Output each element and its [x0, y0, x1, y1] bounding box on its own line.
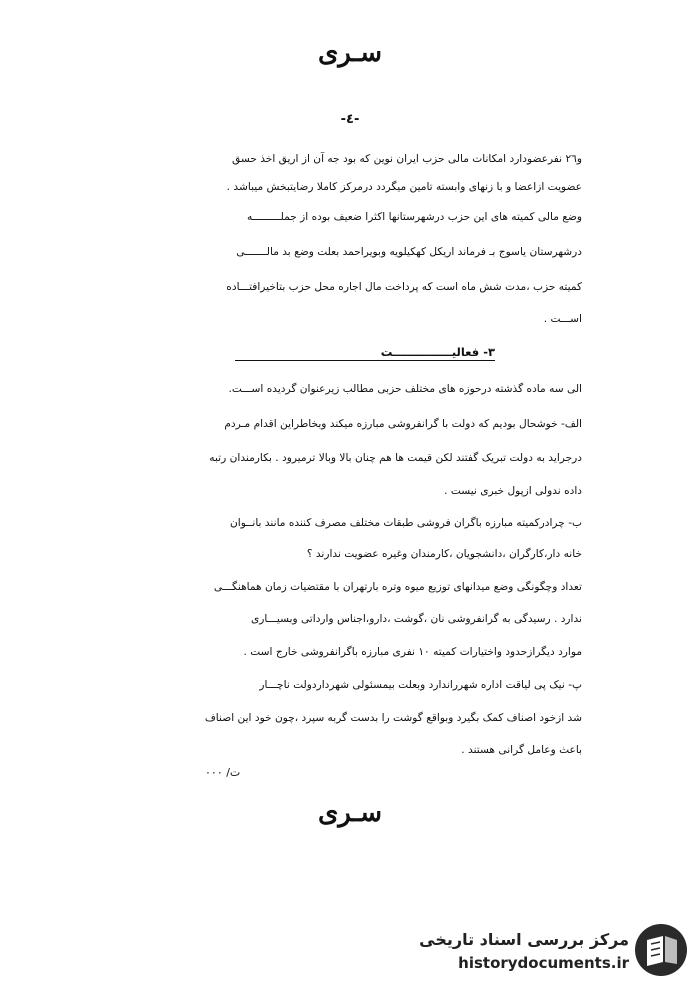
- page-number: -٤-: [340, 112, 360, 127]
- paragraph2-line-3: درجراید به دولت تبریک گفتند لکن قیمت ها هم چنان بالا وبالا ترمیرود . بکارمندان رتبه: [209, 452, 582, 464]
- paragraph1-line-2: عضویت ازاعضا و با زنهای وابسته تامین میگردد درمرکز کاملا رضایتبخش میباشد .: [226, 181, 582, 193]
- paragraph1-line-4: درشهرستان یاسوج بـ فرماند اریکل کهکیلویه وبویراحمد بعلت وضع بد مالـــــــی: [236, 246, 582, 258]
- paragraph1-line-6: اســـت .: [543, 313, 582, 325]
- paragraph2-line-10: پ- نیک پی لیاقت اداره شهرراندارد وبعلت بیمسئولی شهرداردولت ناچـــار: [259, 679, 582, 691]
- paragraph2-line-4: داده ندولی ازپول خبری نیست .: [444, 485, 582, 497]
- paragraph2-line-6: خانه دار،کارگران ،دانشجویان ،کارمندان وغیره عضویت ندارند ؟: [306, 548, 582, 560]
- paragraph2-line-11: شد ازخود اصناف کمک بگیرد وبواقع گوشت را بدست گربه سپرد ،چون خود این اصناف: [204, 712, 582, 724]
- reference-code: ت/ ٠٠٠: [205, 766, 241, 779]
- paragraph2-line-5: ب- چرادرکمیته مبارزه باگران فروشی طبقات مختلف مصرف کننده مانند بانــوان: [229, 517, 582, 529]
- paragraph2-line-12: باعث وعامل گرانی هستند .: [461, 744, 582, 756]
- section-heading: ٣- فعالیـــــــــــــــت: [235, 345, 495, 361]
- paragraph1-line-5: کمیته حزب ،مدت شش ماه است که پرداخت مال اجاره محل حزب بتاخیرافتـــاده: [226, 281, 582, 293]
- watermark-logo: [418, 918, 693, 980]
- watermark-title: مرکز بررسی اسناد تاریخی: [419, 930, 629, 949]
- paragraph1-line-3: وضع مالی کمیته های این حزب درشهرستانها اکثرا ضعیف بوده از جملـــــــــه: [246, 211, 582, 223]
- paragraph1-line-1: و٢٦ نفرعضودارد امکانات مالی حزب ایران نوین که بود جه آن از اریق اخذ حسق: [232, 153, 582, 165]
- paragraph2-line-7: تعداد وچگونگی وضع میدانهای توزیع میوه وتره بارتهران با مقتضیات زمان هماهنگـــی: [213, 581, 582, 593]
- paragraph2-line-1: الی سه ماده گذشته درحوزه های مختلف حزبی مطالب زیرعنوان گردیده اســـت.: [228, 383, 582, 395]
- paragraph2-line-2: الف- خوشحال بودیم که دولت با گرانفروشی مبارزه میکند وبخاطراین اقدام مـردم: [224, 418, 582, 430]
- archive-emblem-icon: [633, 922, 689, 978]
- watermark-url: historydocuments.ir: [458, 954, 629, 972]
- paragraph2-line-9: موارد دیگرازحدود واختیارات کمیته ١٠ نفری مبارزه باگرانفروشی خارج است .: [243, 646, 582, 658]
- classification-header: سـری: [317, 38, 383, 68]
- paragraph2-line-8: ندارد . رسیدگی به گرانفروشی نان ،گوشت ،دارو،اجناس وارداتی وبسیـــاری: [250, 613, 582, 625]
- classification-footer: سـری: [317, 798, 383, 828]
